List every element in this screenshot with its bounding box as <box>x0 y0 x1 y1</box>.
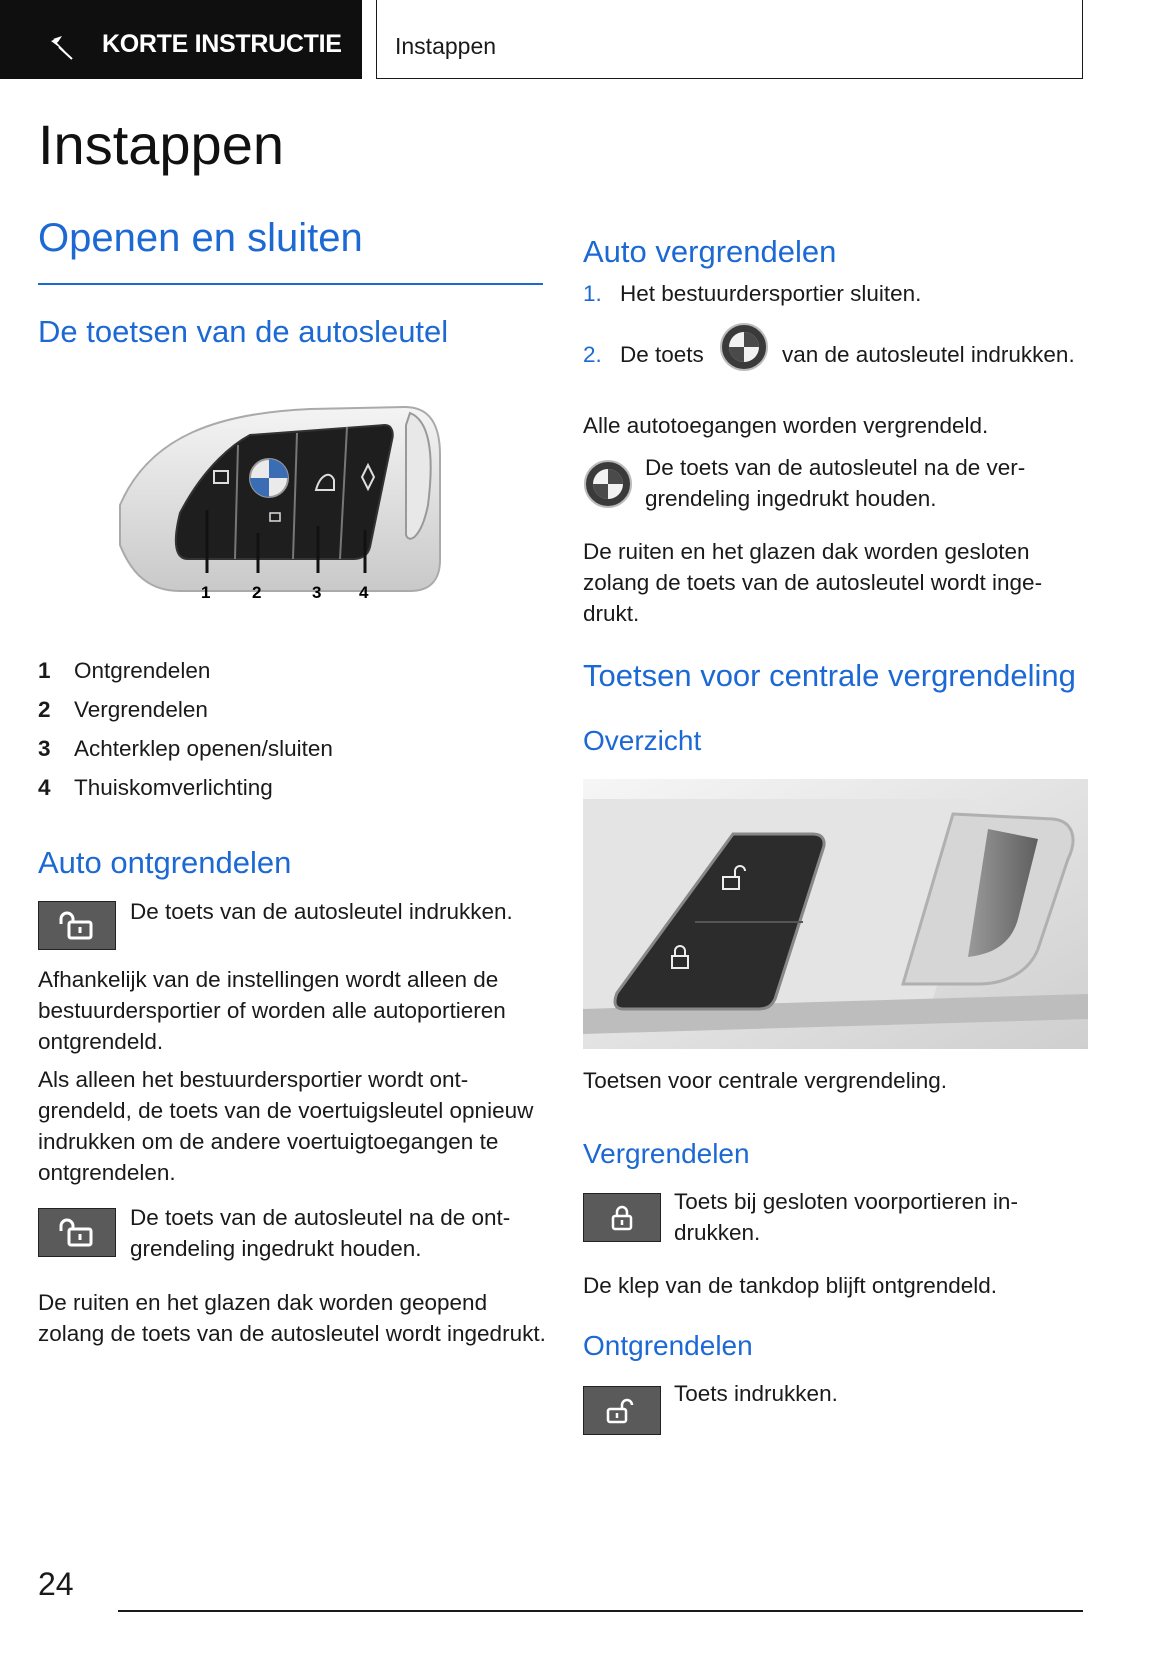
step-text: Het bestuurdersportier sluiten. <box>620 281 922 306</box>
lock-car-title: Auto vergrendelen <box>583 234 837 269</box>
page-number: 24 <box>38 1566 74 1602</box>
legend-item: 4 Thuiskomverlichting <box>38 775 273 800</box>
lock-result-text: Alle autotoegangen worden vergrendeld. <box>583 413 989 438</box>
photo-caption: Toetsen voor centrale vergrendeling. <box>583 1068 947 1093</box>
callout-2: 2 <box>252 583 262 602</box>
open-lock-icon <box>57 1217 97 1249</box>
lock-paragraph: De ruiten en het glazen dak worden gesloten zolang de toets van de autosleutel wordt ingedrukt. <box>583 539 1043 626</box>
unlock-paragraph-2: Als alleen het bestuurdersportier wordt ontgrendeld, de toets van de voertuigsleutel opnieuw indrukken om de andere voertuigtoegangen te ontgrendelen. <box>38 1067 534 1185</box>
closed-lock-icon <box>607 1203 637 1233</box>
legend-item: 1 Ontgrendelen <box>38 658 211 683</box>
bmw-logo-icon <box>719 322 769 372</box>
callout-4: 4 <box>359 583 369 602</box>
page-title: Instappen <box>38 113 284 176</box>
step-text-after: van de autosleutel indrukken. <box>782 342 1075 367</box>
section-title: Openen en sluiten <box>38 216 363 260</box>
fuel-flap-text: De klep van de tankdop blijft ontgrendeld. <box>583 1273 998 1298</box>
step-text-before: De toets <box>620 342 704 367</box>
unlock-key-button-icon <box>38 1208 116 1257</box>
unlock-paragraph-3: De ruiten en het glazen dak worden geopend zolang de toets van de autosleutel wordt ingedrukt. <box>38 1290 546 1346</box>
bmw-logo-icon <box>583 459 633 509</box>
key-fob-illustration <box>110 395 470 630</box>
unlock-key-button-icon <box>38 901 116 950</box>
key-buttons-title: De toetsen van de autosleutel <box>38 314 449 349</box>
lock-button-icon <box>583 1193 661 1242</box>
step-number: 1. <box>583 281 602 306</box>
lock-sub-text: Toets bij gesloten voorportieren indrukken. <box>674 1189 1018 1245</box>
callout-1: 1 <box>201 583 211 602</box>
unlock-button-icon <box>583 1386 661 1435</box>
breadcrumb-text: Instappen <box>395 33 497 59</box>
unlock-hold-text: De toets van de autosleutel na de ontgrendeling ingedrukt houden. <box>130 1205 511 1261</box>
central-locking-title: Toetsen voor centrale vergrendeling <box>583 658 1076 693</box>
pushpin-icon <box>48 33 76 61</box>
open-lock-icon <box>602 1396 642 1426</box>
unlock-paragraph-1: Afhankelijk van de instellingen wordt alleen de bestuurdersportier of worden alle autoportieren ontgrendeld. <box>38 967 506 1054</box>
unlock-car-title: Auto ontgrendelen <box>38 845 292 880</box>
section-tab <box>0 0 362 79</box>
breadcrumb <box>376 0 1083 79</box>
legend-item: 2 Vergrendelen <box>38 697 208 722</box>
legend-item: 3 Achterklep openen/sluiten <box>38 736 333 761</box>
central-locking-buttons-photo <box>583 779 1088 1049</box>
open-lock-icon <box>57 910 97 942</box>
unlock-sub-text: Toets indrukken. <box>674 1381 838 1406</box>
step-number: 2. <box>583 342 602 367</box>
section-label: KORTE INSTRUCTIE <box>102 30 342 58</box>
lock-hold-text: De toets van de autosleutel na de vergrendeling ingedrukt houden. <box>645 455 1026 511</box>
unlock-sub-title: Ontgrendelen <box>583 1330 753 1361</box>
lock-sub-title: Vergrendelen <box>583 1138 750 1169</box>
footer-rule <box>118 1610 1083 1612</box>
unlock-icon-text: De toets van de autosleutel indrukken. <box>130 899 513 924</box>
section-rule <box>38 283 543 285</box>
callout-3: 3 <box>312 583 322 602</box>
overview-title: Overzicht <box>583 725 702 756</box>
